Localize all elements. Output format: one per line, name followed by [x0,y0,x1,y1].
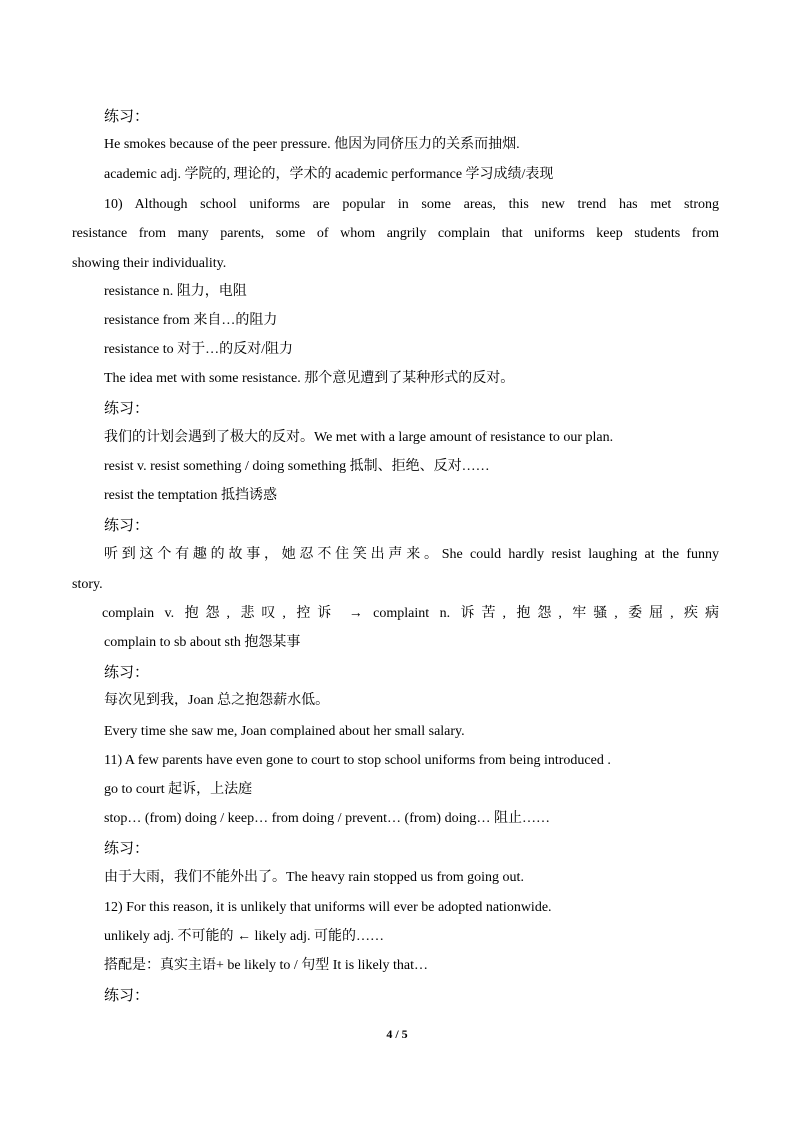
sentence-11: 11) A few parents have even gone to court to stop school uniforms from being introduced . [104,753,611,768]
text-line: He smokes because of the peer pressure. 他因为同侪压力的关系而抽烟. [104,137,520,152]
exercise-heading: 练习： [104,107,150,125]
exercise-answer-line-2: story. [72,577,103,592]
vocab-entry: complain v. 抱怨, 悲叹, 控诉 → complaint n. 诉苦, 抱怨, 牢骚, 委屈, 疾病 [102,606,719,621]
vocab-entry: resistance from 来自…的阻力 [104,313,278,328]
sentence-10-line-1: 10) Although school uniforms are popular in some areas, this new trend has met strong [104,197,719,212]
exercise-answer: 我们的计划会遇到了极大的反对。We met with a large amount of resistance to our plan. [104,430,614,445]
sentence-12: 12) For this reason, it is unlikely that uniforms will ever be adopted nationwide. [104,900,552,915]
sentence-10-line-2: resistance from many parents, some of whom angrily complain that uniforms keep students from [72,226,719,241]
vocab-entry: resist the temptation 抵挡诱惑 [104,488,278,503]
vocab-entry: complain to sb about sth 抱怨某事 [104,635,301,650]
exercise-answer: 由于大雨，我们不能外出了。The heavy rain stopped us from going out. [104,870,524,885]
vocab-entry: unlikely adj. 不可能的 ← likely adj. 可能的…… [104,929,384,944]
exercise-heading: 练习： [104,663,150,681]
sentence-10-line-3: showing their individuality. [72,256,227,271]
exercise-answer: Every time she saw me, Joan complained about her small salary. [104,724,465,739]
vocab-entry: go to court 起诉，上法庭 [104,782,253,797]
example-sentence: The idea met with some resistance. 那个意见遭到了某种形式的反对。 [104,371,515,386]
vocab-entry: stop… (from) doing / keep… from doing / prevent… (from) doing… 阻止…… [104,811,550,826]
vocab-entry: resistance to 对于…的反对/阻力 [104,342,293,357]
collocation-note: 搭配是：真实主语+ be likely to / 句型 It is likely that… [104,958,429,973]
text-line: academic adj. 学院的, 理论的，学术的 academic performance 学习成绩/表现 [104,167,554,182]
exercise-heading: 练习： [104,986,150,1004]
vocab-entry: resist v. resist something / doing something 抵制、拒绝、反对…… [104,459,490,474]
exercise-heading: 练习： [104,516,150,534]
exercise-heading: 练习： [104,839,150,857]
page-number: 4 / 5 [386,1027,408,1041]
exercise-answer-line-1: 听到这个有趣的故事，她忍不住笑出声来。She could hardly resist laughing at the funny [104,547,719,562]
exercise-question: 每次见到我，Joan 总之抱怨薪水低。 [104,693,330,708]
exercise-heading: 练习： [104,399,150,417]
vocab-entry: resistance n. 阻力，电阻 [104,284,247,299]
